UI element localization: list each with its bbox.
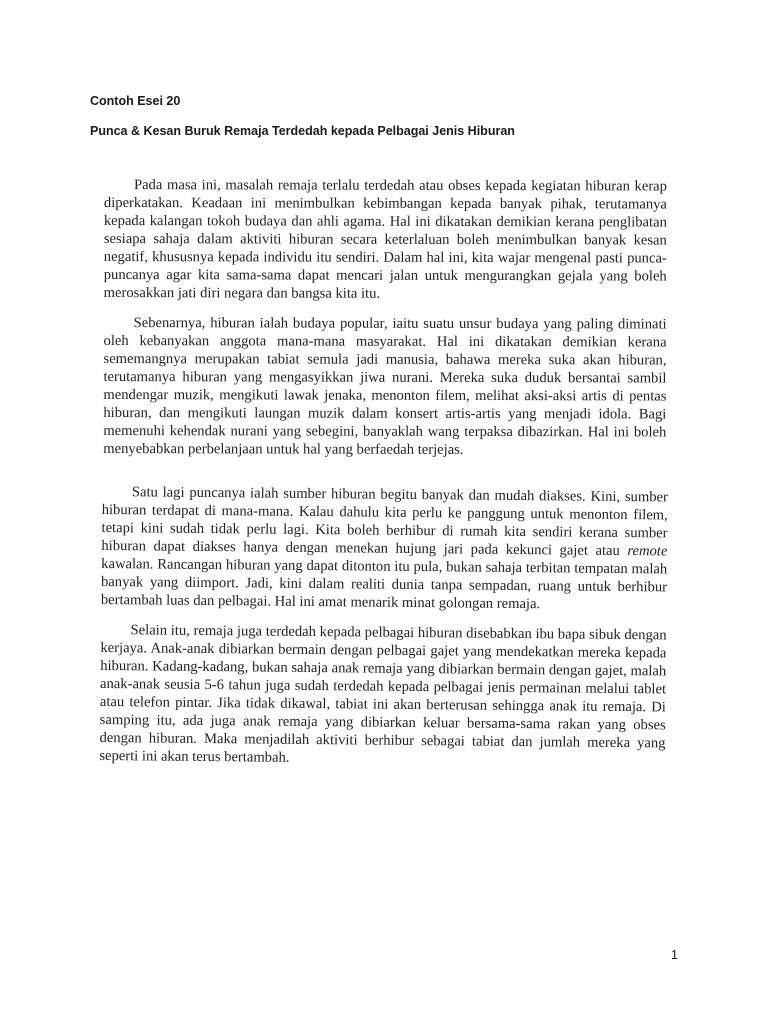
essay-paragraph-2: Sebenarnya, hiburan ialah budaya popular, iaitu suatu unsur budaya yang paling diminati oleh kebanyakan anggota mana-mana masyarakat. Hal ini dikatakan demikian kerana sememangnya merupakan tabiat semula jadi manusia, bahawa mereka suka akan hiburan, terutamanya hiburan yang mengasyikkan jiwa nurani. Mereka suka duduk bersantai sambil mendengar muzik, mengikuti lawak jenaka, menonton filem, melihat aksi-aksi artis di pentas hiburan, dan mengikuti laungan muzik dalam konsert artis-artis yang menjadi idola. Bagi memenuhi kehendak nurani yang sebegini, banyaklah wang terpaksa dibazirkan. Hal ini boleh menyebabkan perbelanjaan untuk hal yang berfaedah terjejas. xyxy=(103,315,667,458)
paragraph-3-text-before: Satu lagi puncanya ialah sumber hiburan begitu banyak dan mudah diakses. Kini, sumber hiburan terdapat di mana-mana. Kalau dahulu kita perlu ke panggung untuk menonton filem, tetapi kini sudah tidak perlu lagi. Kita boleh berhibur di rumah kita sendiri kerana sumber hiburan dapat diakses hanya dengan menekan hujung jari pada kekunci gajet atau xyxy=(101,484,668,560)
page-number: 1 xyxy=(671,948,678,962)
scanned-text-block-bottom xyxy=(99,483,668,770)
essay-paragraph-4: Selain itu, remaja juga terdedah kepada pelbagai hiburan disebabkan ibu bapa sibuk dengan kerjaya. Anak-anak dibiarkan bermain dengan pelbagai gajet yang mendekatkan mereka kepada hiburan. Kadang-kadang, bukan sahaja anak remaja yang dibiarkan bermain dengan gajet, malah anak-anak seusia 5-6 tahun juga sudah terdedah kepada pelbagai jenis permainan melalui tablet atau telefon pintar. Jika tidak dikawal, tabiat ini akan berterusan sehingga anak itu remaja. Di samping itu, ada juga anak remaja yang dibiarkan keluar bersama-sama rakan yang obses dengan hiburan. Maka menjadilah aktiviti berhibur sebagai tabiat dan jumlah mereka yang seperti ini akan terus bertambah. xyxy=(99,622,667,766)
paragraph-3-text-after: kawalan. Rancangan hiburan yang dapat ditonton itu pula, bukan sahaja terbitan tempatan malah banyak yang diimport. Jadi, kini dalam realiti dunia tanpa sempadan, ruang untuk berhibur bertambah luas dan pelbagai. Hal ini amat menarik minat golongan remaja. xyxy=(100,555,668,613)
essay-paragraph-1: Pada masa ini, masalah remaja terlalu terdedah atau obses kepada kegiatan hiburan kerap diperkatakan. Keadaan ini menimbulkan kebimbangan kepada banyak pihak, terutamanya kepada kalangan tokoh budaya dan ahli agama. Hal ini dikatakan demikian kerana penglibatan sesiapa sahaja dalam aktiviti hiburan secara keterlaluan boleh menimbulkan banyak kesan negatif, khususnya kepada individu itu sendiri. Dalam hal ini, kita wajar mengenal pasti punca-puncanya agar kita sama-sama dapat mencari jalan untuk mengurangkan gejala yang boleh merosakkan jati diri negara dan bangsa kita itu. xyxy=(103,177,667,302)
document-title: Punca & Kesan Buruk Remaja Terdedah kepada Pelbagai Jenis Hiburan xyxy=(90,124,515,138)
scanned-text-block-top xyxy=(103,176,667,459)
essay-paragraph-3 xyxy=(101,483,668,614)
paragraph-3-emphasis: remote xyxy=(627,543,668,560)
document-label: Contoh Esei 20 xyxy=(90,94,181,108)
